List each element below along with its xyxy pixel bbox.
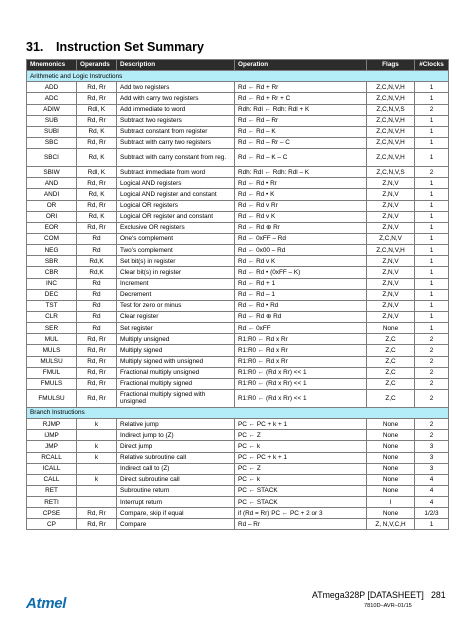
- cell-mnemonic: IJMP: [27, 430, 77, 441]
- cell-mnemonic: SBIW: [27, 167, 77, 178]
- cell-operands: [77, 485, 117, 496]
- cell-operation: Rd ← Rd ⊕ Rd: [235, 311, 367, 322]
- cell-description: Direct subroutine call: [117, 474, 235, 485]
- cell-flags: None: [367, 508, 415, 519]
- section-number: 31.: [26, 40, 44, 54]
- cell-description: Clear register: [117, 311, 235, 322]
- table-body: [27, 71, 449, 530]
- table-row: [27, 126, 449, 137]
- cell-clocks: 1: [415, 245, 449, 256]
- cell-operands: Rd, Rr: [77, 93, 117, 104]
- cell-clocks: 2: [415, 104, 449, 115]
- cell-description: Subtract immediate from word: [117, 167, 235, 178]
- cell-flags: None: [367, 441, 415, 452]
- table-row: [27, 189, 449, 200]
- cell-flags: Z,N,V: [367, 300, 415, 311]
- cell-operation: Rd ← Rd – Rr – C: [235, 137, 367, 148]
- table-row: [27, 345, 449, 356]
- table-row: [27, 82, 449, 93]
- cell-description: Logical AND registers: [117, 178, 235, 189]
- cell-mnemonic: JMP: [27, 441, 77, 452]
- cell-flags: Z,N,V: [367, 178, 415, 189]
- cell-operands: Rd, Rr: [77, 378, 117, 389]
- cell-operands: Rd, K: [77, 149, 117, 167]
- cell-operation: Rd ← Rd • K: [235, 189, 367, 200]
- cell-operation: if (Rd = Rr) PC ← PC + 2 or 3: [235, 508, 367, 519]
- table-row: [27, 256, 449, 267]
- cell-clocks: 2: [415, 167, 449, 178]
- cell-clocks: 2: [415, 334, 449, 345]
- cell-description: Indirect call to (Z): [117, 463, 235, 474]
- cell-flags: Z,C: [367, 389, 415, 407]
- table-row: [27, 508, 449, 519]
- cell-clocks: 3: [415, 441, 449, 452]
- footer-document-title: ATmega328P [DATASHEET]: [312, 590, 424, 600]
- cell-operands: Rd, Rr: [77, 334, 117, 345]
- cell-operation: R1:R0 ← (Rd x Rr) << 1: [235, 367, 367, 378]
- cell-description: Multiply signed with unsigned: [117, 356, 235, 367]
- cell-mnemonic: EOR: [27, 222, 77, 233]
- cell-operands: Rd, Rr: [77, 178, 117, 189]
- cell-operands: Rd, K: [77, 126, 117, 137]
- cell-mnemonic: FMULS: [27, 378, 77, 389]
- cell-flags: Z,C,N,V,S: [367, 104, 415, 115]
- cell-clocks: 1: [415, 126, 449, 137]
- cell-operation: R1:R0 ← (Rd x Rr) << 1: [235, 389, 367, 407]
- cell-clocks: 4: [415, 485, 449, 496]
- cell-flags: None: [367, 419, 415, 430]
- cell-flags: Z,C,N,V,S: [367, 167, 415, 178]
- cell-flags: Z,C,N,V,H: [367, 137, 415, 148]
- cell-operands: Rd, Rr: [77, 200, 117, 211]
- cell-mnemonic: ADIW: [27, 104, 77, 115]
- cell-operation: Rd ← 0xFF – Rd: [235, 233, 367, 244]
- cell-operands: Rd,K: [77, 256, 117, 267]
- cell-clocks: 2: [415, 356, 449, 367]
- cell-description: Decrement: [117, 289, 235, 300]
- cell-mnemonic: ADC: [27, 93, 77, 104]
- cell-clocks: 1: [415, 200, 449, 211]
- cell-mnemonic: RET: [27, 485, 77, 496]
- table-row: [27, 115, 449, 126]
- table-row: [27, 167, 449, 178]
- cell-clocks: 1: [415, 82, 449, 93]
- cell-description: Multiply signed: [117, 345, 235, 356]
- cell-flags: Z,C: [367, 345, 415, 356]
- cell-operation: PC ← Z: [235, 430, 367, 441]
- cell-description: Subtract constant from register: [117, 126, 235, 137]
- cell-description: Relative subroutine call: [117, 452, 235, 463]
- cell-operands: Rd, K: [77, 211, 117, 222]
- cell-operands: Rd, Rr: [77, 508, 117, 519]
- cell-operation: Rd ← Rd v Rr: [235, 200, 367, 211]
- cell-description: Fractional multiply signed with unsigned: [117, 389, 235, 407]
- cell-description: Add two registers: [117, 82, 235, 93]
- cell-flags: Z,N,V: [367, 256, 415, 267]
- cell-clocks: 1: [415, 178, 449, 189]
- cell-clocks: 1: [415, 278, 449, 289]
- cell-operation: PC ← STACK: [235, 485, 367, 496]
- table-row: [27, 367, 449, 378]
- section-heading: Instruction Set Summary: [56, 40, 204, 54]
- table-row: [27, 178, 449, 189]
- table-row: [27, 497, 449, 508]
- cell-operands: k: [77, 441, 117, 452]
- cell-operation: PC ← PC + k + 1: [235, 452, 367, 463]
- cell-mnemonic: FMULSU: [27, 389, 77, 407]
- table-row: [27, 485, 449, 496]
- cell-operation: Rd ← Rd – K: [235, 126, 367, 137]
- cell-mnemonic: INC: [27, 278, 77, 289]
- cell-flags: Z,C,N,V,H: [367, 82, 415, 93]
- cell-operands: [77, 497, 117, 508]
- cell-clocks: 1: [415, 93, 449, 104]
- cell-clocks: 2: [415, 367, 449, 378]
- cell-clocks: 1: [415, 311, 449, 322]
- table-row: [27, 356, 449, 367]
- table-row: [27, 419, 449, 430]
- cell-operands: Rd, K: [77, 189, 117, 200]
- cell-flags: Z,C,N,V: [367, 233, 415, 244]
- cell-description: Subroutine return: [117, 485, 235, 496]
- cell-operation: Rd ← Rd • Rr: [235, 178, 367, 189]
- instruction-table: [26, 59, 449, 530]
- table-row: [27, 149, 449, 167]
- cell-mnemonic: CBR: [27, 267, 77, 278]
- cell-mnemonic: COM: [27, 233, 77, 244]
- cell-mnemonic: ANDI: [27, 189, 77, 200]
- cell-operands: Rd: [77, 278, 117, 289]
- cell-operation: Rdh: Rdl ← Rdh: Rdl – K: [235, 167, 367, 178]
- table-row: [27, 441, 449, 452]
- cell-description: Direct jump: [117, 441, 235, 452]
- table-row: [27, 278, 449, 289]
- cell-description: Fractional multiply unsigned: [117, 367, 235, 378]
- cell-clocks: 1: [415, 211, 449, 222]
- cell-operation: R1:R0 ← Rd x Rr: [235, 334, 367, 345]
- cell-flags: Z,C: [367, 356, 415, 367]
- section-label: Branch Instructions: [27, 407, 449, 418]
- cell-mnemonic: AND: [27, 178, 77, 189]
- cell-operation: Rd ← Rd – Rr: [235, 115, 367, 126]
- cell-operands: Rd, Rr: [77, 356, 117, 367]
- atmel-logo: Atmel: [26, 595, 67, 612]
- cell-operation: Rd ← Rd + Rr: [235, 82, 367, 93]
- cell-description: Two's complement: [117, 245, 235, 256]
- cell-operation: R1:R0 ← (Rd x Rr) << 1: [235, 378, 367, 389]
- cell-operation: PC ← Z: [235, 463, 367, 474]
- table-row: [27, 233, 449, 244]
- cell-operands: Rdl, K: [77, 104, 117, 115]
- cell-flags: Z,C: [367, 378, 415, 389]
- cell-mnemonic: SUB: [27, 115, 77, 126]
- cell-clocks: 1: [415, 222, 449, 233]
- cell-operands: Rd: [77, 245, 117, 256]
- document-revision: 7810D–AVR–01/15: [364, 603, 412, 609]
- cell-clocks: 1: [415, 323, 449, 334]
- cell-mnemonic: RCALL: [27, 452, 77, 463]
- cell-operands: k: [77, 474, 117, 485]
- table-header-row: [27, 60, 449, 71]
- table-row: [27, 137, 449, 148]
- cell-clocks: 3: [415, 463, 449, 474]
- cell-clocks: 1: [415, 233, 449, 244]
- header-mnemonics: Mnemonics: [27, 60, 77, 71]
- cell-mnemonic: ORI: [27, 211, 77, 222]
- table-row: [27, 289, 449, 300]
- table-row: [27, 200, 449, 211]
- cell-operands: Rd: [77, 323, 117, 334]
- cell-operation: Rd ← Rd – 1: [235, 289, 367, 300]
- cell-flags: Z,N,V: [367, 311, 415, 322]
- cell-flags: None: [367, 463, 415, 474]
- cell-clocks: 1: [415, 137, 449, 148]
- cell-operands: Rd, Rr: [77, 222, 117, 233]
- section-row: [27, 71, 449, 82]
- table-row: [27, 211, 449, 222]
- cell-operands: Rd, Rr: [77, 389, 117, 407]
- cell-mnemonic: NEG: [27, 245, 77, 256]
- cell-description: Indirect jump to (Z): [117, 430, 235, 441]
- cell-flags: Z,C,N,V,H: [367, 126, 415, 137]
- cell-description: Fractional multiply signed: [117, 378, 235, 389]
- cell-clocks: 4: [415, 497, 449, 508]
- cell-operands: Rd, Rr: [77, 519, 117, 530]
- cell-mnemonic: CLR: [27, 311, 77, 322]
- cell-operation: Rd ← Rd v K: [235, 256, 367, 267]
- cell-clocks: 1: [415, 300, 449, 311]
- cell-operation: Rd ← Rd • Rd: [235, 300, 367, 311]
- cell-mnemonic: ADD: [27, 82, 77, 93]
- table-row: [27, 378, 449, 389]
- cell-operation: PC ← k: [235, 474, 367, 485]
- cell-flags: Z,N,V: [367, 289, 415, 300]
- cell-operation: Rd ← Rd + Rr + C: [235, 93, 367, 104]
- table-row: [27, 300, 449, 311]
- table-row: [27, 519, 449, 530]
- cell-operation: PC ← STACK: [235, 497, 367, 508]
- cell-clocks: 2: [415, 378, 449, 389]
- cell-operation: Rd ← Rd v K: [235, 211, 367, 222]
- cell-mnemonic: OR: [27, 200, 77, 211]
- cell-flags: None: [367, 430, 415, 441]
- cell-flags: Z, N,V,C,H: [367, 519, 415, 530]
- section-title: [26, 40, 204, 54]
- cell-clocks: 1: [415, 519, 449, 530]
- cell-operands: [77, 430, 117, 441]
- header-operands: Operands: [77, 60, 117, 71]
- cell-flags: Z,C,N,V,H: [367, 93, 415, 104]
- cell-clocks: 1: [415, 267, 449, 278]
- cell-description: Exclusive OR registers: [117, 222, 235, 233]
- table-row: [27, 463, 449, 474]
- cell-description: Add with carry two registers: [117, 93, 235, 104]
- cell-operands: Rd, Rr: [77, 367, 117, 378]
- cell-description: Clear bit(s) in register: [117, 267, 235, 278]
- cell-operands: [77, 463, 117, 474]
- cell-description: Interrupt return: [117, 497, 235, 508]
- cell-operation: PC ← PC + k + 1: [235, 419, 367, 430]
- cell-flags: Z,C,N,V,H: [367, 115, 415, 126]
- cell-description: Relative jump: [117, 419, 235, 430]
- cell-mnemonic: TST: [27, 300, 77, 311]
- cell-clocks: 1/2/3: [415, 508, 449, 519]
- table-row: [27, 430, 449, 441]
- cell-description: Subtract with carry constant from reg.: [117, 149, 235, 167]
- header-flags: Flags: [367, 60, 415, 71]
- cell-operands: Rd: [77, 289, 117, 300]
- cell-mnemonic: FMUL: [27, 367, 77, 378]
- cell-operands: Rdl, K: [77, 167, 117, 178]
- cell-description: Compare, skip if equal: [117, 508, 235, 519]
- cell-flags: None: [367, 474, 415, 485]
- table-row: [27, 245, 449, 256]
- cell-flags: Z,N,V: [367, 211, 415, 222]
- table-row: [27, 267, 449, 278]
- cell-operation: Rdh: Rdl ← Rdh: Rdl + K: [235, 104, 367, 115]
- cell-clocks: 4: [415, 474, 449, 485]
- cell-mnemonic: RETI: [27, 497, 77, 508]
- cell-operation: Rd ← Rd • (0xFF – K): [235, 267, 367, 278]
- cell-description: Subtract with carry two registers: [117, 137, 235, 148]
- page-number: 281: [431, 590, 446, 600]
- header-description: Description: [117, 60, 235, 71]
- cell-operation: Rd ← Rd – K – C: [235, 149, 367, 167]
- cell-description: Add immediate to word: [117, 104, 235, 115]
- table-row: [27, 474, 449, 485]
- table-row: [27, 323, 449, 334]
- cell-flags: Z,C,N,V,H: [367, 149, 415, 167]
- cell-operation: Rd ← 0xFF: [235, 323, 367, 334]
- cell-operands: k: [77, 452, 117, 463]
- cell-clocks: 3: [415, 452, 449, 463]
- cell-mnemonic: MULS: [27, 345, 77, 356]
- cell-clocks: 1: [415, 115, 449, 126]
- cell-mnemonic: SBCI: [27, 149, 77, 167]
- cell-clocks: 1: [415, 289, 449, 300]
- cell-clocks: 2: [415, 419, 449, 430]
- cell-clocks: 1: [415, 149, 449, 167]
- cell-operation: PC ← k: [235, 441, 367, 452]
- cell-operation: Rd – Rr: [235, 519, 367, 530]
- cell-operands: Rd,K: [77, 267, 117, 278]
- table-row: [27, 334, 449, 345]
- cell-operation: R1:R0 ← Rd x Rr: [235, 356, 367, 367]
- cell-clocks: 2: [415, 389, 449, 407]
- cell-flags: Z,C: [367, 367, 415, 378]
- cell-flags: None: [367, 452, 415, 463]
- cell-operands: Rd: [77, 300, 117, 311]
- cell-operation: Rd ← 0x00 – Rd: [235, 245, 367, 256]
- cell-mnemonic: ICALL: [27, 463, 77, 474]
- cell-operands: Rd, Rr: [77, 345, 117, 356]
- cell-flags: None: [367, 485, 415, 496]
- header-clocks: #Clocks: [415, 60, 449, 71]
- cell-flags: Z,N,V: [367, 278, 415, 289]
- cell-description: Logical OR registers: [117, 200, 235, 211]
- cell-mnemonic: MULSU: [27, 356, 77, 367]
- cell-mnemonic: CPSE: [27, 508, 77, 519]
- cell-description: Logical OR register and constant: [117, 211, 235, 222]
- cell-mnemonic: SUBI: [27, 126, 77, 137]
- cell-description: One's complement: [117, 233, 235, 244]
- cell-operation: Rd ← Rd + 1: [235, 278, 367, 289]
- cell-description: Compare: [117, 519, 235, 530]
- section-row: [27, 407, 449, 418]
- cell-clocks: 2: [415, 430, 449, 441]
- cell-flags: I: [367, 497, 415, 508]
- section-label: Arithmetic and Logic Instructions: [27, 71, 449, 82]
- cell-operands: Rd: [77, 233, 117, 244]
- cell-operation: R1:R0 ← Rd x Rr: [235, 345, 367, 356]
- cell-mnemonic: SBC: [27, 137, 77, 148]
- cell-description: Subtract two registers: [117, 115, 235, 126]
- cell-mnemonic: RJMP: [27, 419, 77, 430]
- cell-operands: k: [77, 419, 117, 430]
- cell-flags: None: [367, 323, 415, 334]
- cell-description: Set register: [117, 323, 235, 334]
- cell-clocks: 2: [415, 345, 449, 356]
- table-row: [27, 222, 449, 233]
- cell-operands: Rd, Rr: [77, 82, 117, 93]
- table-row: [27, 104, 449, 115]
- header-operation: Operation: [235, 60, 367, 71]
- cell-description: Set bit(s) in register: [117, 256, 235, 267]
- cell-description: Logical AND register and constant: [117, 189, 235, 200]
- table-row: [27, 311, 449, 322]
- cell-mnemonic: MUL: [27, 334, 77, 345]
- cell-mnemonic: DEC: [27, 289, 77, 300]
- cell-flags: Z,N,V: [367, 200, 415, 211]
- table-row: [27, 389, 449, 407]
- cell-operands: Rd: [77, 311, 117, 322]
- table-row: [27, 93, 449, 104]
- cell-description: Multiply unsigned: [117, 334, 235, 345]
- cell-clocks: 1: [415, 189, 449, 200]
- cell-mnemonic: CP: [27, 519, 77, 530]
- cell-operation: Rd ← Rd ⊕ Rr: [235, 222, 367, 233]
- cell-flags: Z,N,V: [367, 189, 415, 200]
- cell-operands: Rd, Rr: [77, 137, 117, 148]
- cell-mnemonic: CALL: [27, 474, 77, 485]
- table-row: [27, 452, 449, 463]
- cell-clocks: 1: [415, 256, 449, 267]
- cell-flags: Z,C: [367, 334, 415, 345]
- cell-operands: Rd, Rr: [77, 115, 117, 126]
- cell-description: Test for zero or minus: [117, 300, 235, 311]
- cell-description: Increment: [117, 278, 235, 289]
- cell-flags: Z,N,V: [367, 222, 415, 233]
- cell-flags: Z,C,N,V,H: [367, 245, 415, 256]
- cell-mnemonic: SBR: [27, 256, 77, 267]
- cell-flags: Z,N,V: [367, 267, 415, 278]
- cell-mnemonic: SER: [27, 323, 77, 334]
